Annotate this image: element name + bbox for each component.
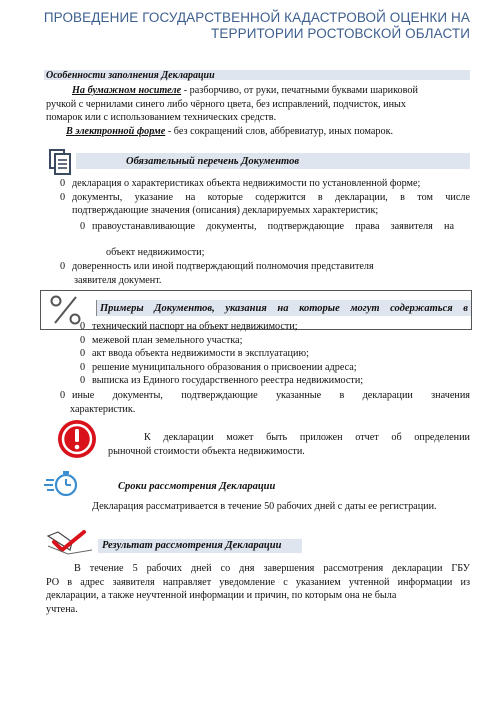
list-item: 0 документы, указание на которые содержится в декларации, в том числе xyxy=(60,191,470,203)
notice-line1: К декларации может быть приложен отчет об определении xyxy=(144,432,470,443)
list-item: 0 акт ввода объекта недвижимости в эксплуатацию; xyxy=(80,348,309,360)
electronic-text: - без сокращений слов, аббревиатур, иных помарок. xyxy=(165,125,394,137)
result-line2: РО в адрес заявителя направляет уведомление с указанием учтенной информации из xyxy=(46,576,470,588)
list-item-cont: подтверждающие значения (описания) декларируемых характеристик; xyxy=(72,205,379,217)
list-item: 0 доверенность или иной подтверждающий полномочия представителя xyxy=(60,260,374,272)
warning-icon xyxy=(56,418,98,460)
checkmark-icon xyxy=(44,528,96,558)
paper-text-3: помарок или с использованием технических средств. xyxy=(46,112,277,124)
list-item: 0 межевой план земельного участка; xyxy=(80,334,243,346)
notice-text xyxy=(108,431,470,458)
stopwatch-icon xyxy=(44,470,80,498)
documents-icon xyxy=(48,148,74,176)
filling-heading: Особенности заполнения Декларации xyxy=(46,71,215,81)
terms-text: Декларация рассматривается в течение 50 рабочих дней с даты ее регистрации. xyxy=(92,501,437,512)
list-item-cont: заявителя документ. xyxy=(74,274,162,286)
page-title-line2: ТЕРРИТОРИИ РОСТОВСКОЙ ОБЛАСТИ xyxy=(211,26,470,41)
examples-heading: Примеры Документов, указания на которые могут содержаться в xyxy=(100,303,468,314)
page-title-line1: ПРОВЕДЕНИЕ ГОСУДАРСТВЕННОЙ КАДАСТРОВОЙ ОЦЕНКИ НА xyxy=(43,10,470,25)
paper-text-1: - разборчиво, от руки, печатными буквами шариковой xyxy=(181,85,418,96)
notice-line2: рыночной стоимости объекта недвижимости. xyxy=(108,445,305,457)
list-item: 0 декларация о характеристиках объекта недвижимости по установленной форме; xyxy=(60,178,421,189)
list-item: 0 выписка из Единого государственного реестра недвижимости; xyxy=(80,375,364,387)
paper-paragraph xyxy=(46,84,470,138)
result-line4: учтена. xyxy=(46,603,78,615)
result-heading: Результат рассмотрения Декларации xyxy=(102,540,282,551)
paper-text-2: ручкой с чернилами синего либо чёрного цвета, без исправлений, подчисток, иных xyxy=(46,98,406,110)
page-title xyxy=(0,10,470,42)
electronic-label: В электронной форме xyxy=(66,125,166,137)
terms-heading: Сроки рассмотрения Декларации xyxy=(118,481,276,492)
required-heading: Обязательный перечень Документов xyxy=(126,156,300,167)
list-item: 0 правоустанавливающие документы, подтверждающие права заявителя на xyxy=(80,220,454,232)
result-line3: декларации, а также неучтенной информации и причин, по которым она не была xyxy=(46,590,397,602)
examples-list xyxy=(80,320,470,388)
list-item: 0 технический паспорт на объект недвижимости; xyxy=(80,321,298,332)
result-line1: В течение 5 рабочих дней со дня завершения рассмотрения декларации ГБУ xyxy=(74,563,470,574)
paper-label: На бумажном носителе xyxy=(72,85,182,96)
list-item: 0 иные документы, подтверждающие указанные в декларации значения xyxy=(60,390,470,401)
list-item: 0 решение муниципального образования о присвоении адреса; xyxy=(80,361,357,373)
examples-other xyxy=(60,389,470,416)
required-list xyxy=(60,177,470,287)
list-item-cont: характеристик. xyxy=(70,403,136,415)
percent-icon xyxy=(48,293,84,327)
list-item-cont: объект недвижимости; xyxy=(106,247,205,259)
result-text xyxy=(46,562,470,616)
